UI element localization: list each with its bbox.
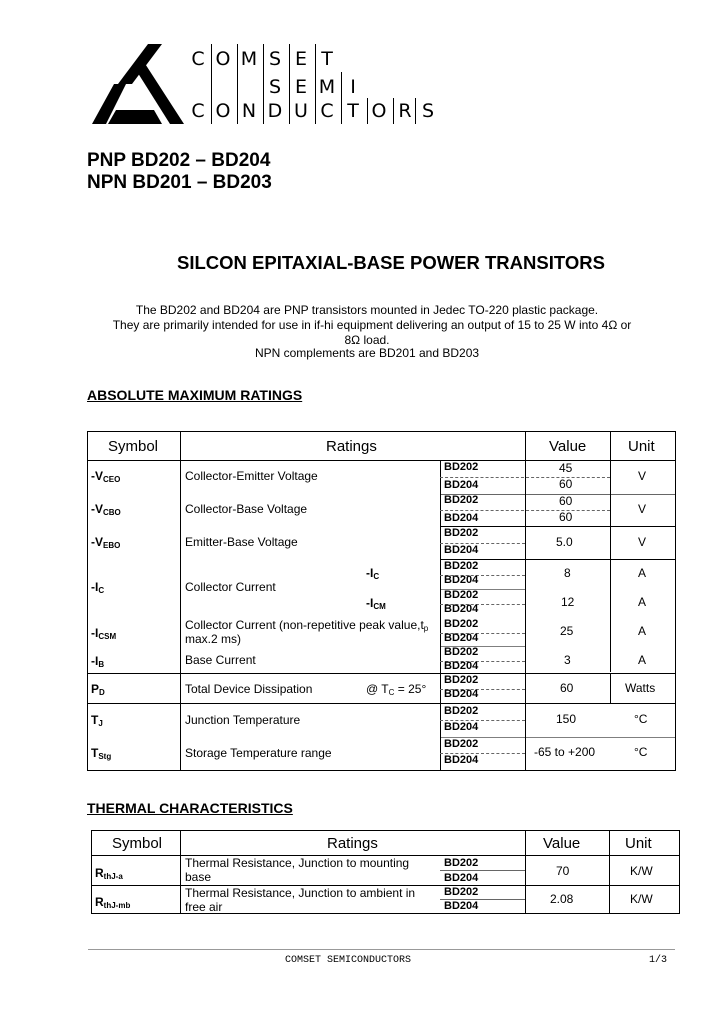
footer-company: COMSET SEMICONDUCTORS (285, 955, 412, 966)
cond-pd: @ $T_C = 25^\circ$ (366, 682, 427, 697)
symbol-tj: $T_J$ (91, 713, 103, 728)
part-title-npn: NPN BD201 – BD203 (87, 172, 272, 193)
symbol-ib: $-I_B$ (91, 654, 105, 669)
symbol-vceo: $-V_{CEO}$ (91, 469, 121, 484)
device-label: BD202 (444, 705, 479, 717)
device-label: BD202 (444, 886, 479, 898)
unit-vebo: V (638, 535, 647, 549)
device-label: BD204 (444, 754, 479, 766)
value-rthjmb: 2.08 (550, 892, 574, 906)
logo-letter: U (294, 100, 308, 122)
desc-icsm: Collector Current (non-repetitive peak $value,t_p$ (185, 618, 429, 633)
logo-letter: M (318, 76, 336, 98)
unit-rthja: K/W (630, 864, 653, 878)
logo-letter: N (241, 100, 257, 122)
logo-letter: E (294, 48, 307, 70)
value-tj: 150 (556, 712, 577, 726)
desc-rthjmb: Thermal Resistance, Junction to ambient in (185, 886, 416, 900)
logo-letter: C (320, 100, 334, 122)
device-label: BD204 (444, 721, 479, 733)
value-icm: 12 (561, 595, 575, 609)
logo-letter: T (347, 100, 359, 122)
symbol-vebo: $-V_{EBO}$ (91, 535, 121, 550)
footer-rule (88, 949, 675, 950)
logo-letter: O (371, 100, 387, 122)
header-unit: Unit (628, 438, 655, 455)
desc-icsm-2: max.2 ms) (185, 632, 242, 646)
device-label: BD204 (444, 603, 479, 615)
symbol-icsm: $-I_{CSM}$ (91, 626, 117, 641)
header-unit: Unit (625, 835, 652, 852)
intro-line: 8Ω load. (344, 333, 390, 347)
unit-icm: A (638, 595, 647, 609)
desc-pd: Total Device Dissipation (185, 682, 313, 696)
device-label: BD202 (444, 494, 479, 506)
intro-line: NPN complements are BD201 and BD203 (254, 346, 480, 360)
unit-ic: A (638, 566, 647, 580)
unit-icsm: A (638, 624, 647, 638)
document-heading: SILCON EPITAXIAL-BASE POWER TRANSITORS (177, 252, 605, 273)
logo-letter: S (421, 100, 435, 122)
value-vceo-bd204: 60 (559, 477, 573, 491)
device-label: BD204 (444, 544, 479, 556)
unit-vceo: V (638, 469, 647, 483)
symbol-pd: $P_D$ (91, 682, 105, 697)
header-symbol: Symbol (108, 438, 159, 455)
logo-letter: O (215, 100, 231, 122)
header-ratings: Ratings (326, 438, 377, 455)
device-label: BD202 (444, 674, 479, 686)
device-label: BD202 (444, 646, 479, 658)
logo-letter: I (350, 76, 356, 98)
unit-vcbo: V (638, 502, 647, 516)
value-icsm: 25 (560, 624, 574, 638)
header-ratings: Ratings (327, 835, 378, 852)
device-label: BD202 (444, 560, 479, 572)
value-tstg: -65 to +200 (534, 745, 596, 759)
device-label: BD202 (444, 857, 479, 869)
symbol-ic: $-I_C$ (91, 580, 105, 595)
logo-letter: D (267, 100, 283, 122)
logo-letter: M (240, 48, 258, 70)
symbol-rthja: $R_{thJ-a}$ (95, 866, 123, 881)
device-label: BD204 (444, 660, 479, 672)
unit-tj: °C (634, 712, 648, 726)
desc-ib: Base Current (185, 653, 256, 667)
symbol-rthjmb: $R_{thJ-mb}$ (95, 895, 131, 910)
device-label: BD202 (444, 738, 479, 750)
part-title-pnp: PNP BD202 – BD204 (87, 150, 271, 171)
desc-rthja-2: base (185, 870, 212, 884)
section-title-amr: ABSOLUTE MAXIMUM RATINGS (87, 387, 303, 403)
header-value: Value (543, 835, 581, 852)
logo-letter: C (191, 48, 205, 70)
header-value: Value (549, 438, 587, 455)
value-vcbo-bd204: 60 (559, 510, 573, 524)
footer-page-number: 1/3 (649, 955, 668, 966)
amr-table (87, 431, 676, 771)
unit-ib: A (638, 653, 647, 667)
device-label: BD202 (444, 461, 479, 473)
value-vebo: 5.0 (556, 535, 573, 549)
symbol-icm-sub: $-I_{CM}$ (366, 596, 386, 611)
intro-line: They are primarily intended for use in if-hi equipment delivering an output of 15 to 25 W into 4Ω or (112, 318, 632, 332)
symbol-vcbo: $-V_{CBO}$ (91, 502, 121, 517)
header-symbol: Symbol (112, 835, 163, 852)
desc-rthjmb-2: free air (185, 900, 223, 914)
desc-rthja: Thermal Resistance, Junction to mounting (185, 856, 410, 870)
value-vcbo-bd202: 60 (559, 494, 573, 508)
logo-letter: C (191, 100, 205, 122)
desc-tj: Junction Temperature (185, 713, 301, 727)
value-ic: 8 (564, 566, 571, 580)
value-vceo-bd202: 45 (559, 461, 573, 475)
symbol-tstg: $T_{Stg}$ (91, 746, 112, 761)
logo-letter: S (268, 76, 282, 98)
logo-letter: R (398, 100, 412, 122)
symbol-ic-sub: $-I_C$ (366, 566, 380, 581)
logo-letter: O (215, 48, 231, 70)
device-label: BD204 (444, 688, 479, 700)
unit-pd: Watts (625, 681, 656, 695)
device-label: BD204 (444, 632, 479, 644)
desc-vceo: Collector-Emitter Voltage (185, 469, 318, 483)
desc-ic: Collector Current (185, 580, 276, 594)
section-title-thermal: THERMAL CHARACTERISTICS (87, 800, 293, 816)
logo-letter: S (268, 48, 282, 70)
device-label: BD202 (444, 589, 479, 601)
value-pd: 60 (560, 681, 574, 695)
device-label: BD204 (444, 479, 479, 491)
unit-tstg: °C (634, 745, 648, 759)
desc-vebo: Emitter-Base Voltage (185, 535, 298, 549)
device-label: BD204 (444, 872, 479, 884)
device-label: BD204 (444, 574, 479, 586)
intro-line: The BD202 and BD204 are PNP transistors mounted in Jedec TO-220 plastic package. (135, 303, 599, 317)
thermal-table (91, 830, 680, 914)
value-rthja: 70 (556, 864, 570, 878)
unit-rthjmb: K/W (630, 892, 653, 906)
logo-letter: T (321, 48, 333, 70)
device-label: BD204 (444, 512, 479, 524)
device-label: BD202 (444, 527, 479, 539)
device-label: BD202 (444, 618, 479, 630)
logo-letter: E (294, 76, 307, 98)
desc-vcbo: Collector-Base Voltage (185, 502, 308, 516)
company-logo-mark (92, 44, 184, 126)
desc-tstg: Storage Temperature range (185, 746, 332, 760)
device-label: BD204 (444, 900, 479, 912)
value-ib: 3 (564, 653, 571, 667)
